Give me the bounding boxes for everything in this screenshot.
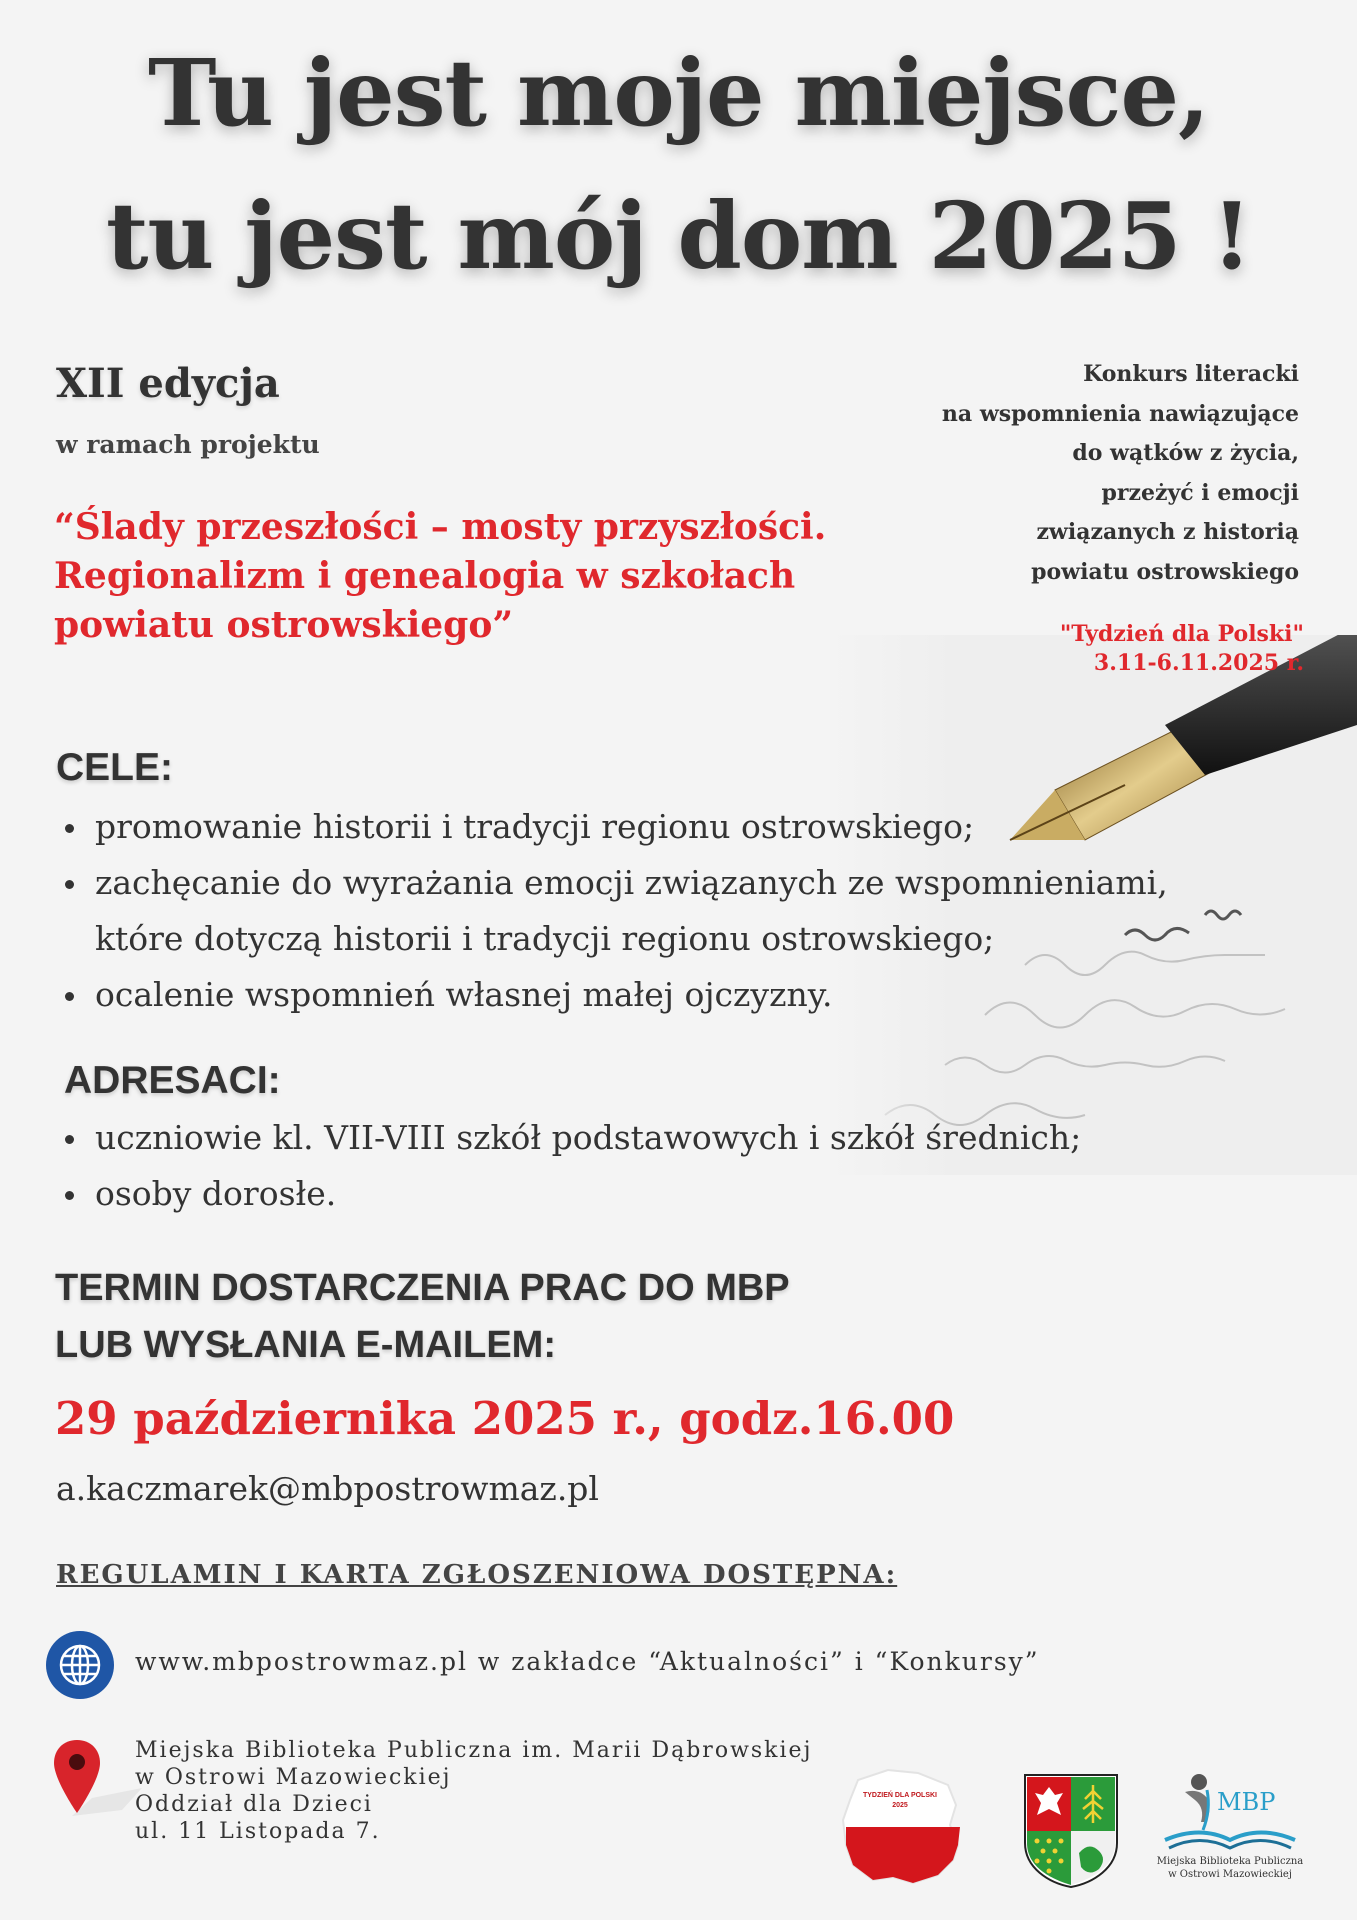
mbp-abbreviation: MBP bbox=[1217, 1788, 1276, 1816]
globe-icon bbox=[45, 1630, 115, 1700]
list-item: promowanie historii i tradycji regionu ostrowskiego; bbox=[55, 799, 1205, 855]
contact-email[interactable]: a.kaczmarek@mbpostrowmaz.pl bbox=[56, 1469, 599, 1508]
recipients-list bbox=[55, 1110, 1205, 1222]
mbp-logo-caption bbox=[1145, 1855, 1315, 1881]
deadline-heading bbox=[55, 1260, 790, 1374]
address-line-1: Miejska Biblioteka Publiczna im. Marii Dąbrowskiej bbox=[135, 1738, 813, 1763]
contest-description bbox=[839, 355, 1299, 592]
regulations-heading: REGULAMIN I KARTA ZGŁOSZENIOWA DOSTĘPNA: bbox=[56, 1560, 898, 1590]
event-info bbox=[1060, 620, 1304, 678]
mbp-caption-line-1: Miejska Biblioteka Publiczna bbox=[1156, 1856, 1304, 1867]
contest-line: związanych z historią bbox=[1036, 519, 1299, 545]
address-line-3: Oddział dla Dzieci bbox=[135, 1792, 373, 1817]
title-line-2: tu jest mój dom 2025 ! bbox=[105, 182, 1252, 290]
project-name-line-1: “Ślady przeszłości – mosty przyszłości. bbox=[54, 506, 827, 548]
address-line-4: ul. 11 Listopada 7. bbox=[135, 1819, 381, 1844]
powiat-coat-of-arms bbox=[1023, 1773, 1119, 1889]
project-name bbox=[54, 503, 854, 650]
recipients-heading: ADRESACI: bbox=[64, 1059, 281, 1102]
contest-line: Konkurs literacki bbox=[1083, 361, 1299, 387]
list-item: uczniowie kl. VII-VIII szkół podstawowych i szkół średnich; bbox=[55, 1110, 1205, 1166]
event-dates: 3.11-6.11.2025 r. bbox=[1093, 650, 1304, 676]
contest-line: na wspomnienia nawiązujące bbox=[941, 400, 1299, 427]
tydzien-dla-polski-logo bbox=[838, 1765, 973, 1890]
deadline-line-2: LUB WYSŁANIA E-MAILEM: bbox=[55, 1324, 556, 1366]
goals-list bbox=[55, 799, 1205, 1023]
list-item: osoby dorosłe. bbox=[55, 1166, 1205, 1222]
event-name: "Tydzień dla Polski" bbox=[1059, 621, 1304, 647]
library-address bbox=[135, 1737, 812, 1845]
edition-label: XII edycja bbox=[56, 360, 280, 407]
project-name-line-3: powiatu ostrowskiego” bbox=[54, 604, 514, 646]
goals-heading: CELE: bbox=[56, 746, 173, 789]
location-pin-icon bbox=[52, 1738, 142, 1818]
title-line-1: Tu jest moje miejsce, bbox=[147, 39, 1210, 147]
project-intro: w ramach projektu bbox=[56, 430, 320, 459]
mbp-caption-line-2: w Ostrowi Mazowieckiej bbox=[1168, 1869, 1292, 1880]
week-logo-label: TYDZIEŃ DLA POLSKI bbox=[862, 1792, 938, 1799]
list-item bbox=[55, 855, 1205, 967]
week-logo-year: 2025 bbox=[892, 1802, 908, 1809]
list-item-continuation: które dotyczą historii i tradycji regionu ostrowskiego; bbox=[95, 919, 995, 958]
deadline-date: 29 października 2025 r., godz.16.00 bbox=[55, 1392, 955, 1445]
contest-line: do wątków z życia, bbox=[1072, 440, 1299, 466]
address-line-2: w Ostrowi Mazowieckiej bbox=[135, 1765, 452, 1790]
project-name-line-2: Regionalizm i genealogia w szkołach bbox=[54, 555, 796, 597]
website-link[interactable]: www.mbpostrowmaz.pl w zakładce “Aktualności” i “Konkursy” bbox=[135, 1647, 1040, 1676]
contest-line: powiatu ostrowskiego bbox=[1031, 558, 1299, 585]
contest-line: przeżyć i emocji bbox=[1101, 479, 1299, 506]
list-item: ocalenie wspomnień własnej małej ojczyzny. bbox=[55, 967, 1205, 1023]
deadline-line-1: TERMIN DOSTARCZENIA PRAC DO MBP bbox=[55, 1267, 790, 1309]
list-item-text: zachęcanie do wyrażania emocji związanych ze wspomnieniami, bbox=[95, 863, 1168, 902]
